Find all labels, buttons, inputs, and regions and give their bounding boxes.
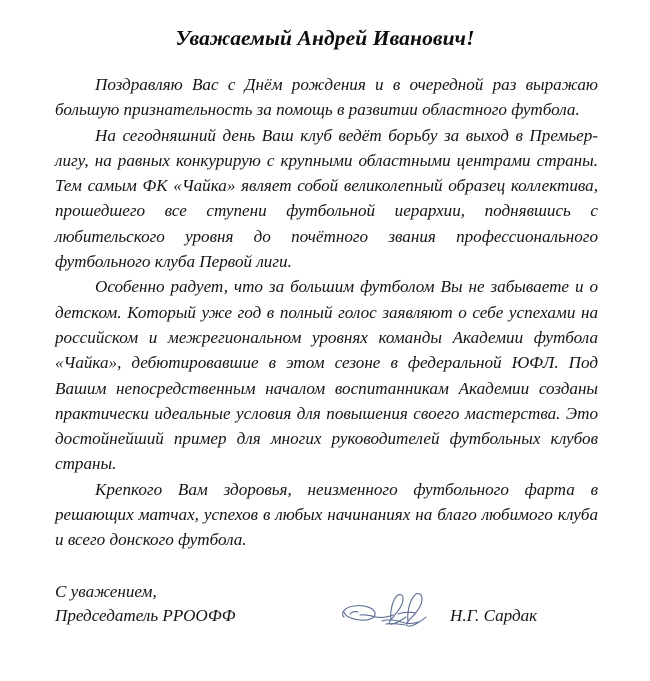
letter-paragraph-2: На сегодняшний день Ваш клуб ведёт борьбу за выход в Премьер-лигу, на равных конкурирую с крупными областными центрами страны. Тем самым ФК «Чайка» являет собой великолепный образец коллектива, прошедшего все ступени футбольной иерархии, поднявшись с любительского уровня до почётного звания профессионального футбольного клуба Первой лиги.: [55, 125, 598, 272]
signature-position: Председатель РРООФФ: [55, 606, 236, 625]
signature-text-lines: [55, 580, 235, 628]
signatory-name: Н.Г. Сардак: [450, 606, 538, 625]
letter-body: [55, 72, 598, 553]
signature-block: [55, 580, 598, 650]
letter-paragraph-3: Особенно радует, что за большим футболом Вы не забываете и о детском. Который уже год в полный голос заявляют о себе успехами на российском и межрегиональном уровнях команды Академии футбола «Чайка», дебютировавшие в этом сезоне в федеральной ЮФЛ. Под Вашим непосредственным началом воспитанникам Академии созданы практически идеальные условия для повышения своего мастерства. Это достойнейший пример для многих руководителей футбольных клубов страны.: [55, 277, 598, 474]
signature-closing: С уважением,: [55, 582, 157, 601]
handwritten-signature-icon: [338, 590, 448, 634]
letter-salutation-title: Уважаемый Андрей Иванович!: [175, 26, 475, 50]
letter-paragraph-1: Поздравляю Вас с Днём рождения и в очередной раз выражаю большую признательность за помощь в развитии областного футбола.: [55, 75, 598, 120]
letter-paragraph-4: Крепкого Вам здоровья, неизменного футбольного фарта в решающих матчах, успехов в любых начинаниях на благо любимого клуба и всего донского футбола.: [55, 479, 598, 550]
